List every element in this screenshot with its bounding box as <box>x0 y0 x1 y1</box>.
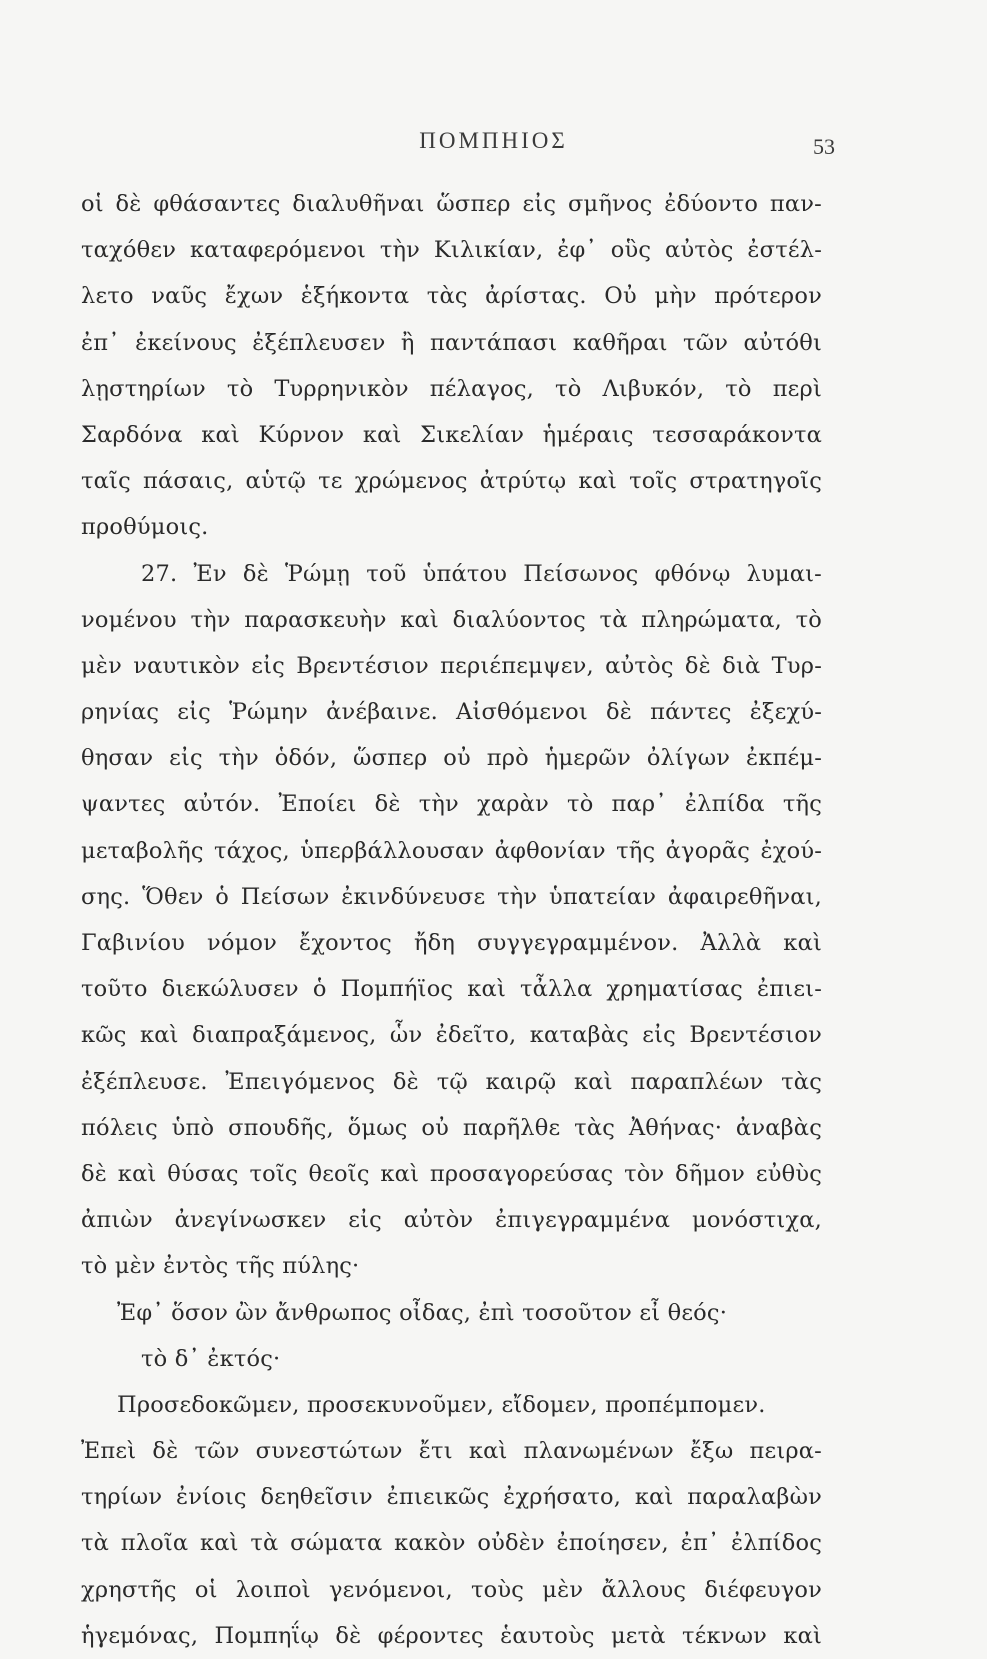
text-line: Σαρδόνα καὶ Κύρνον καὶ Σικελίαν ἡμέραις τεσσαράκοντα <box>81 421 822 448</box>
text-line: σης. Ὅθεν ὁ Πείσων ἐκινδύνευσε τὴν ὑπατείαν ἀφαιρεθῆναι, <box>81 883 822 910</box>
text-line: λῃστηρίων τὸ Τυρρηνικὸν πέλαγος, τὸ Λιβυκόν, τὸ περὶ <box>81 375 822 402</box>
text-line: ἡγεμόνας, Πομπηΐῳ δὲ φέροντες ἑαυτοὺς μετὰ τέκνων καὶ <box>81 1622 822 1649</box>
text-line: ρηνίας εἰς Ῥώμην ἀνέβαινε. Αἰσθόμενοι δὲ πάντες ἐξεχύ- <box>81 699 822 726</box>
text-line: κῶς καὶ διαπραξάμενος, ὧν ἐδεῖτο, καταβὰς εἰς Βρεντέσιον <box>81 1022 822 1049</box>
text-line: τὸ μὲν ἐντὸς τῆς πύλης· <box>81 1253 360 1280</box>
text-line: νομένου τὴν παρασκευὴν καὶ διαλύοντος τὰ πληρώματα, τὸ <box>81 606 822 633</box>
text-line: ἐπ᾽ ἐκείνους ἐξέπλευσεν ἢ παντάπασι καθῆραι τῶν αὐτόθι <box>81 329 822 356</box>
page-number: 53 <box>813 134 835 159</box>
text-line: πόλεις ὑπὸ σπουδῆς, ὅμως οὐ παρῆλθε τὰς Ἀθήνας· ἀναβὰς <box>81 1114 822 1141</box>
text-line: μεταβολῆς τάχος, ὑπερβάλλουσαν ἀφθονίαν τῆς ἀγορᾶς ἐχού- <box>81 837 822 864</box>
text-line: τὰ πλοῖα καὶ τὰ σώματα κακὸν οὐδὲν ἐποίησεν, ἐπ᾽ ἐλπίδος <box>81 1530 822 1557</box>
text-line: τοῦτο διεκώλυσεν ὁ Πομπήϊος καὶ τἆλλα χρηματίσας ἐπιει- <box>81 976 822 1003</box>
text-line: οἱ δὲ φθάσαντες διαλυθῆναι ὥσπερ εἰς σμῆνος ἐδύοντο παν- <box>81 191 822 217</box>
body-text <box>81 181 822 1659</box>
text-line: ταχόθεν καταφερόμενοι τὴν Κιλικίαν, ἐφ᾽ οὓς αὐτὸς ἐστέλ- <box>81 237 822 264</box>
text-line: δὲ καὶ θύσας τοῖς θεοῖς καὶ προσαγορεύσας τὸν δῆμον εὐθὺς <box>81 1160 822 1187</box>
section-start-line: 27. Ἐν δὲ Ῥώμῃ τοῦ ὑπάτου Πείσωνος φθόνῳ λυμαι- <box>141 560 822 587</box>
inscription-caption: τὸ δ᾽ ἐκτός· <box>141 1345 281 1372</box>
running-head <box>0 128 987 168</box>
inscription-line: Προσεδοκῶμεν, προσεκυνοῦμεν, εἴδομεν, προπέμπομεν. <box>117 1391 766 1418</box>
text-line: τηρίων ἐνίοις δεηθεῖσιν ἐπιεικῶς ἐχρήσατο, καὶ παραλαβὼν <box>81 1484 822 1511</box>
text-line: θησαν εἰς τὴν ὁδόν, ὥσπερ οὐ πρὸ ἡμερῶν ὀλίγων ἐκπέμ- <box>81 745 822 772</box>
text-line: λετο ναῦς ἔχων ἑξήκοντα τὰς ἀρίστας. Οὐ μὴν πρότερον <box>81 283 822 310</box>
text-line: μὲν ναυτικὸν εἰς Βρεντέσιον περιέπεμψεν, αὐτὸς δὲ διὰ Τυρ- <box>81 652 822 679</box>
text-line: ἐξέπλευσε. Ἐπειγόμενος δὲ τῷ καιρῷ καὶ παραπλέων τὰς <box>81 1068 822 1095</box>
running-title: ΠΟΜΠΗΙΟΣ <box>419 128 568 153</box>
text-line: προθύμοις. <box>81 514 209 541</box>
text-line: ταῖς πάσαις, αὑτῷ τε χρώμενος ἀτρύτῳ καὶ τοῖς στρατηγοῖς <box>81 468 822 495</box>
text-line: ἀπιὼν ἀνεγίνωσκεν εἰς αὐτὸν ἐπιγεγραμμένα μονόστιχα, <box>81 1207 822 1234</box>
text-line: ψαντες αὐτόν. Ἐποίει δὲ τὴν χαρὰν τὸ παρ᾽ ἐλπίδα τῆς <box>81 791 822 818</box>
inscription-line: Ἐφ᾽ ὅσον ὢν ἄνθρωπος οἶδας, ἐπὶ τοσοῦτον εἶ θεός· <box>117 1299 728 1326</box>
text-line: Ἐπεὶ δὲ τῶν συνεστώτων ἔτι καὶ πλανωμένων ἔξω πειρα- <box>81 1438 822 1465</box>
text-line: χρηστῆς οἱ λοιποὶ γενόμενοι, τοὺς μὲν ἄλλους διέφευγον <box>81 1576 822 1603</box>
text-line: Γαβινίου νόμον ἔχοντος ἤδη συγγεγραμμένον. Ἀλλὰ καὶ <box>81 930 822 956</box>
